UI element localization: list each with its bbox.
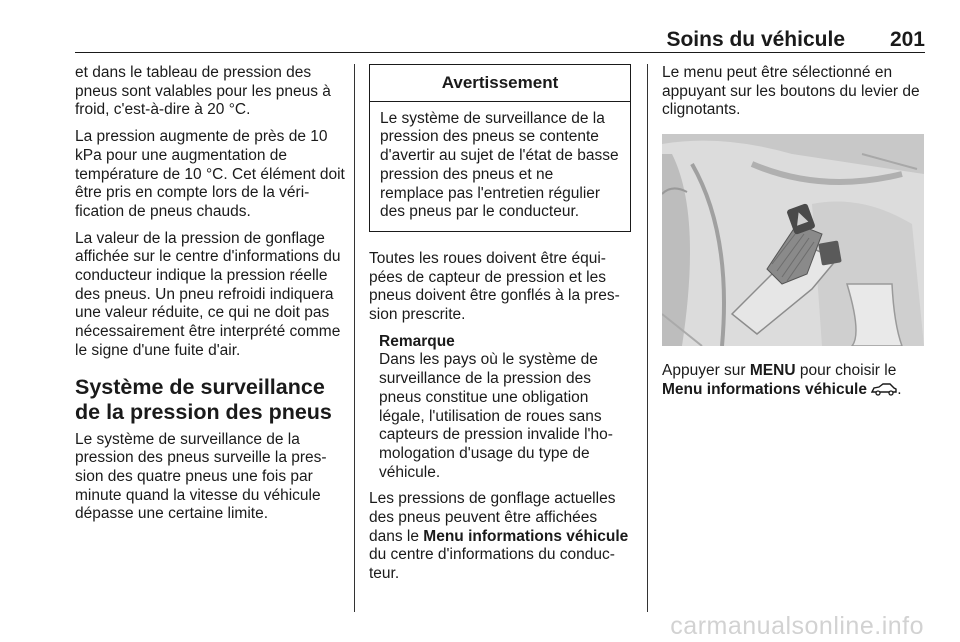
paragraph (369, 490, 631, 584)
paragraph (662, 362, 924, 401)
warning-box (369, 64, 631, 232)
warning-body: Le système de surveillance de la pression des pneus se contente d'avertir au sujet de l'état de basse pression des pneus et ne remplace pas l'entretien régulier des pneus par le conducteur. (380, 109, 619, 221)
column-divider (647, 64, 648, 612)
lever-illustration (662, 134, 924, 346)
turn-signal-lever-photo (662, 134, 924, 346)
text: pour choisir le (795, 362, 897, 380)
warning-title: Avertissement (370, 65, 630, 102)
column-left (75, 64, 345, 532)
car-icon (871, 382, 897, 402)
menu-name: Menu informations véhicule (662, 380, 867, 398)
remark-title: Remarque (379, 332, 455, 350)
paragraph: Toutes les roues doivent être équipées de capteur de pression et les pneus doivent être gonflés à la pression prescrite. (369, 249, 620, 324)
remark-body: Dans les pays où le système de surveillance de la pression des pneus constitue une obligation légale, l'utilisation de roues sans capteurs de pression invalide l'homologation d'usage du type de véhicule. (379, 351, 613, 481)
watermark: carmanualsonline.info (670, 612, 924, 640)
paragraph: Le menu peut être sélectionné en appuyant sur les boutons du levier de clignotants. (662, 64, 920, 119)
text: Les pressions de gonflage actuelles des pneus peuvent être affichées dans le (369, 490, 616, 545)
paragraph: Le système de surveillance de la pression des pneus surveille la pression des quatre pneus une fois par minute quand la vitesse du véhicule dépasse une certaine limite. (75, 430, 327, 523)
column-divider (354, 64, 355, 612)
column-right (662, 64, 924, 410)
text: Appuyer sur (662, 362, 750, 380)
paragraph: La pression augmente de près de 10 kPa pour une augmentation de température de 10 °C. Cet élément doit être pris en compte lors de la vérification de pneus chauds. (75, 128, 345, 220)
paragraph: La valeur de la pression de gonflage affichée sur le centre d'informations du conducteur indique la pression réelle des pneus. Un pneu refroidi indiquera une valeur réduite, ce qui ne doit pas nécessairement être interprété comme le signe d'une fuite d'air. (75, 229, 341, 359)
menu-button-label: MENU (749, 362, 796, 380)
paragraph: et dans le tableau de pression des pneus sont valables pour les pneus à froid, c'est-à-dire à 20 °C. (75, 64, 331, 119)
page-header (75, 26, 925, 53)
section-heading: Système de surveillance de la pression des pneus (75, 374, 332, 424)
text: . (897, 380, 902, 398)
menu-name: Menu informations véhicule (423, 527, 629, 545)
page-number: 201 (889, 28, 925, 51)
column-middle (369, 64, 631, 592)
remark-note (369, 333, 631, 483)
text: du centre d'informations du conducteur. (369, 546, 615, 583)
section-title: Soins du véhicule (666, 28, 845, 51)
